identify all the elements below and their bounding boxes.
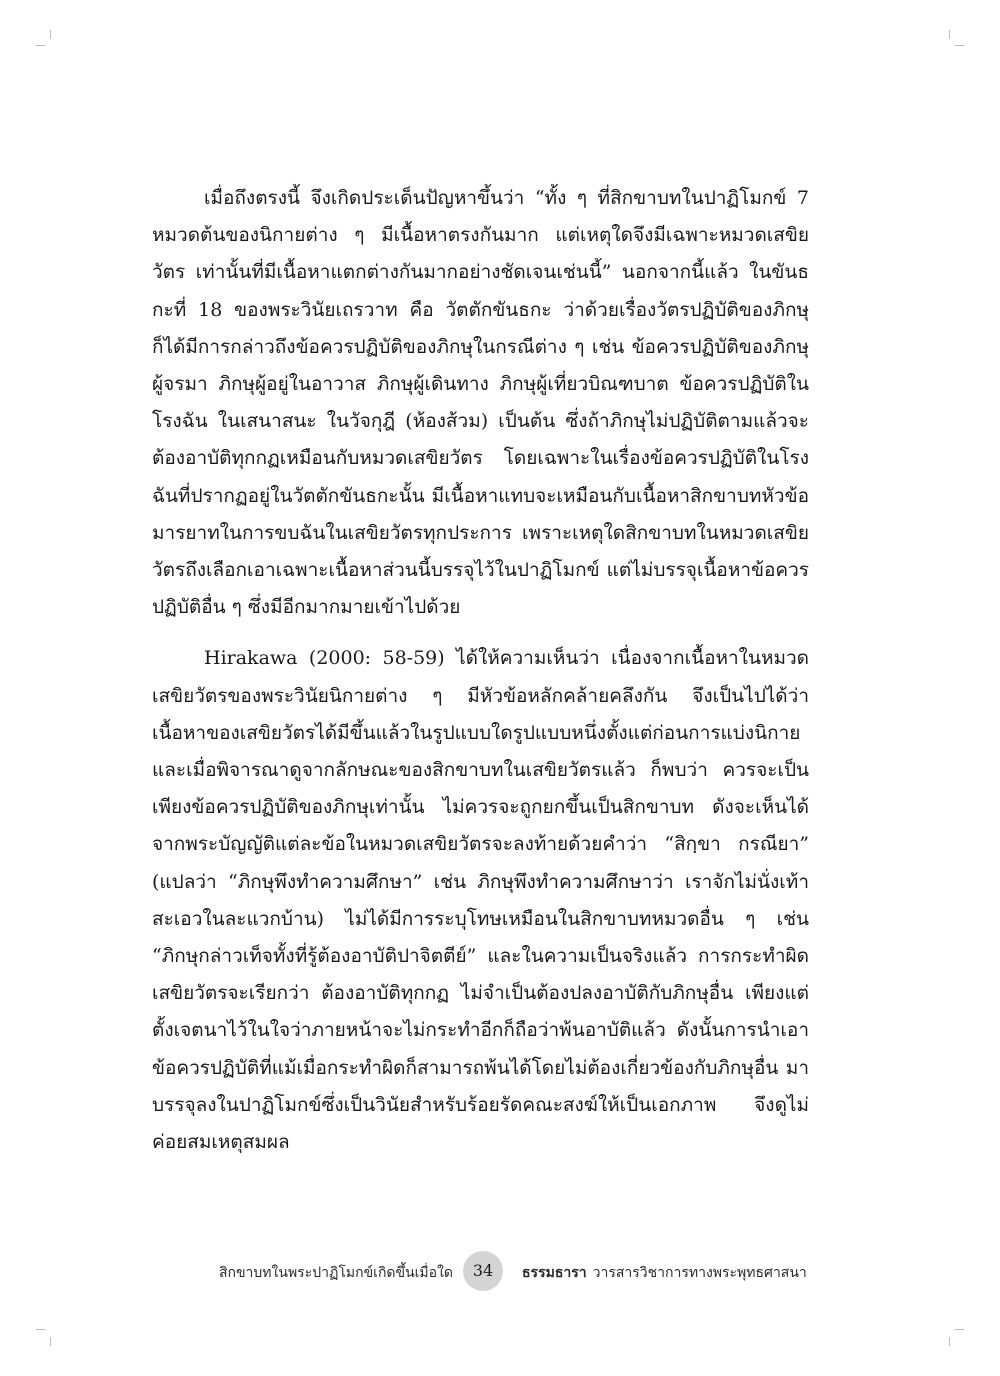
crop-mark-bottom-right-h	[955, 1329, 964, 1330]
footer-journal	[522, 1262, 807, 1284]
paragraph-1: เมื่อถึงตรงนี้ จึงเกิดประเด็นปัญหาขึ้นว่า “ทั้ง ๆ ที่สิกขาบทในปาฏิโมกข์ 7 หมวดต้นของนิกายต่าง ๆ มีเนื้อหาตรงกันมาก แต่เหตุใดจึงมีเฉพาะหมวดเสขิยวัตร เท่านั้นที่มีเนื้อหาแตกต่างกันมากอย่างชัดเจนเช่นนี้” นอกจากนี้แล้ว ในขันธกะที่ 18 ของพระวินัยเถรวาท คือ วัตตักขันธกะ ว่าด้วยเรื่องวัตรปฏิบัติของภิกษุ ก็ได้มีการกล่าวถึงข้อควรปฏิบัติของภิกษุในกรณีต่าง ๆ เช่น ข้อควรปฏิบัติของภิกษุผู้จรมา ภิกษุผู้อยู่ในอาวาส ภิกษุผู้เดินทาง ภิกษุผู้เที่ยวบิณฑบาต ข้อควรปฏิบัติในโรงฉัน ในเสนาสนะ ในวัจกุฎี (ห้องส้วม) เป็นต้น ซึ่งถ้าภิกษุไม่ปฏิบัติตามแล้วจะต้องอาบัติทุกกฏเหมือนกับหมวดเสขิยวัตร โดยเฉพาะในเรื่องข้อควรปฏิบัติในโรงฉันที่ปรากฏอยู่ในวัตตักขันธกะนั้น มีเนื้อหาแทบจะเหมือนกับเนื้อหาสิกขาบทหัวข้อมารยาทในการขบฉันในเสขิยวัตรทุกประการ เพราะเหตุใดสิกขาบทในหมวดเสขิยวัตรถึงเลือกเอาเฉพาะเนื้อหาส่วนนี้บรรจุไว้ในปาฏิโมกข์ แต่ไม่บรรจุเนื้อหาข้อควรปฏิบัติอื่น ๆ ซึ่งมีอีกมากมายเข้าไปด้วย	[152, 187, 809, 619]
page-footer	[0, 1251, 1000, 1295]
page-number: 34	[472, 1261, 494, 1280]
crop-mark-top-left-h	[36, 45, 45, 46]
crop-mark-top-right-v	[949, 30, 950, 39]
journal-subtitle: วารสารวิชาการทางพระพุทธศาสนา	[592, 1265, 807, 1281]
crop-mark-bottom-left-v	[50, 1337, 51, 1346]
paragraph-2: Hirakawa (2000: 58-59) ได้ให้ความเห็นว่า เนื่องจากเนื้อหาในหมวดเสขิยวัตรของพระวินัยนิกายต่าง ๆ มีหัวข้อหลักคล้ายคลึงกัน จึงเป็นไปได้ว่า เนื้อหาของเสขิยวัตรได้มีขึ้นแล้วในรูปแบบใดรูปแบบหนึ่งตั้งแต่ก่อนการแบ่งนิกาย และเมื่อพิจารณาดูจากลักษณะของสิกขาบทในเสขิยวัตรแล้ว ก็พบว่า ควรจะเป็นเพียงข้อควรปฏิบัติของภิกษุเท่านั้น ไม่ควรจะถูกยกขึ้นเป็นสิกขาบท ดังจะเห็นได้จากพระบัญญัติแต่ละข้อในหมวดเสขิยวัตรจะลงท้ายด้วยคำว่า “สิกฺขา กรณียา” (แปลว่า “ภิกษุพึงทำความศึกษา” เช่น ภิกษุพึงทำความศึกษาว่า เราจักไม่นั่งเท้าสะเอวในละแวกบ้าน) ไม่ได้มีการระบุโทษเหมือนในสิกขาบทหมวดอื่น ๆ เช่น “ภิกษุกล่าวเท็จทั้งที่รู้ต้องอาบัติปาจิตตีย์” และในความเป็นจริงแล้ว การกระทำผิดเสขิยวัตรจะเรียกว่า ต้องอาบัติทุกกฏ ไม่จำเป็นต้องปลงอาบัติกับภิกษุอื่น เพียงแต่ตั้งเจตนาไว้ในใจว่าภายหน้าจะไม่กระทำอีกก็ถือว่าพ้นอาบัติแล้ว ดังนั้นการนำเอาข้อควรปฏิบัติที่แม้เมื่อกระทำผิดก็สามารถพ้นได้โดยไม่ต้องเกี่ยวข้องกับภิกษุอื่น มาบรรจุลงในปาฏิโมกข์ซึ่งเป็นวินัยสำหรับร้อยรัดคณะสงฆ์ให้เป็นเอกภาพ จึงดูไม่ค่อยสมเหตุสมผล	[152, 647, 809, 1154]
journal-name: ธรรมธารา	[522, 1265, 587, 1281]
crop-mark-top-right-h	[955, 45, 964, 46]
crop-mark-bottom-right-v	[949, 1337, 950, 1346]
crop-mark-bottom-left-h	[36, 1329, 45, 1330]
footer-article-title: สิกขาบทในพระปาฏิโมกข์เกิดขึ้นเมื่อใด	[218, 1265, 453, 1281]
crop-mark-top-left-v	[50, 30, 51, 39]
body-text	[152, 180, 809, 1161]
